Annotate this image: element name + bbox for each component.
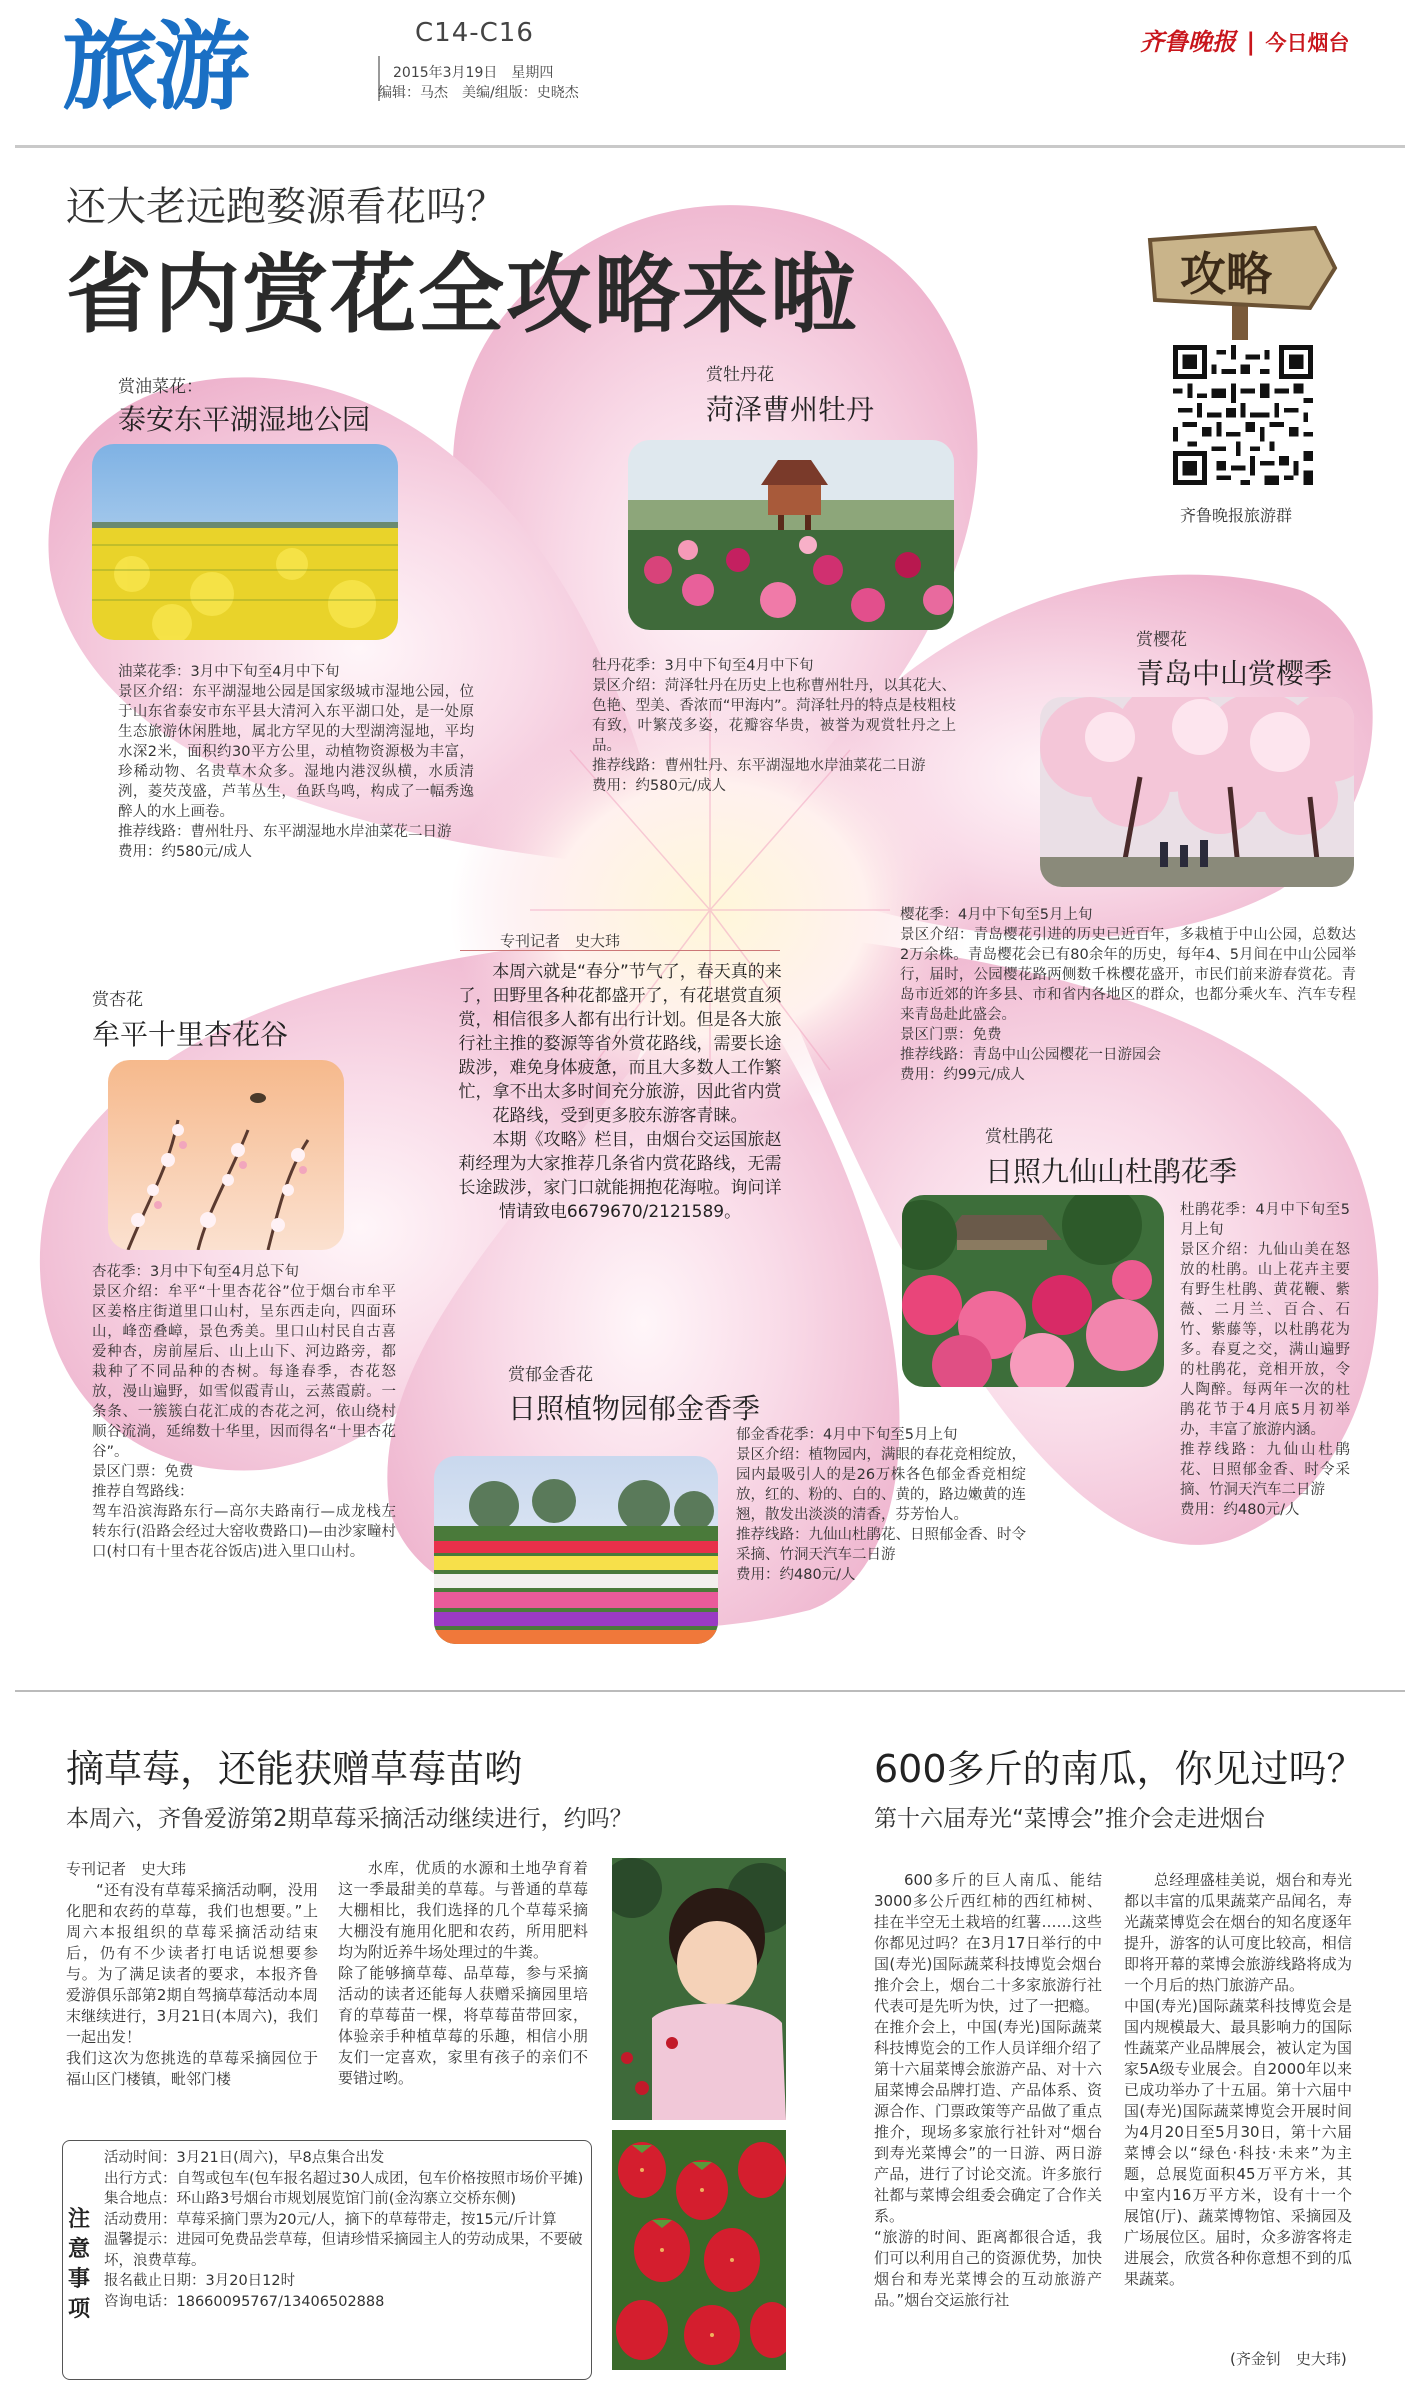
child-photo xyxy=(612,1858,786,2120)
feature-question: 还大老远跑婺源看花吗？ xyxy=(66,184,506,230)
spot-title: 青岛中山赏樱季 xyxy=(1136,657,1333,690)
strawberry-col2: 水库，优质的水源和土地孕育着这一季最甜美的草莓。与普通的草莓大棚相比，我们选择的几个草莓采摘大棚没有施用化肥和农药，所用肥料均为附近养牛场处理过的牛粪。 除了能够摘草莓、品草莓，参与采摘活动的读者还能每人获赠采摘园里培育的草莓苗一棵，将草莓苗带回家，体验亲手种植草莓的乐趣，相信小朋友们一定喜欢，家里有孩子的亲们不要错过哟。 xyxy=(338,1859,588,2087)
divider xyxy=(460,950,780,951)
notice-item: 活动时间：3月21日(周六)，早8点集合出发 xyxy=(104,2150,385,2166)
notice-item: 报名截止日期：3月20日12时 xyxy=(104,2273,296,2289)
tulip-photo xyxy=(434,1456,718,1644)
cherry-blossom-photo xyxy=(1040,697,1354,887)
section-title: 旅游 xyxy=(62,11,246,123)
notice-label: 注意事项 xyxy=(68,2207,91,2322)
spot-label: 赏杜鹃花 xyxy=(985,1127,1053,1147)
notice-item: 咨询电话：18660095767/13406502888 xyxy=(104,2293,385,2310)
qr-label: 齐鲁晚报旅游群 xyxy=(1180,506,1293,525)
brand-sub: 今日烟台 xyxy=(1265,31,1350,55)
notice-item: 集合地点：环山路3号烟台市规划展览馆门前(金沟寨立交桥东侧) xyxy=(104,2191,517,2207)
brand: 齐鲁晚报 | 今日烟台 xyxy=(1140,27,1350,56)
intro-paragraph: 本期《攻略》栏目，由烟台交运国旅赵莉经理为大家推荐几条省内赏花路线，无需长途跋涉，家门口就能拥抱花海啦。询问详情请致电6679670/2121589。 xyxy=(458,1130,782,1222)
strawberry-photo xyxy=(612,2130,786,2370)
qr-code-icon[interactable] xyxy=(1173,345,1313,485)
notice-list xyxy=(104,2148,589,2312)
spot-label: 赏郁金香花 xyxy=(508,1365,593,1385)
azalea-photo xyxy=(902,1195,1164,1387)
notice-item: 活动费用：草莓采摘门票为20元/人，摘下的草莓带走，按15元/斤计算 xyxy=(104,2211,557,2228)
editors: 编辑：马杰 美编/组版：史晓杰 xyxy=(378,85,579,101)
spot-label: 赏樱花 xyxy=(1136,630,1187,650)
pumpkin-title: 600多斤的南瓜，你见过吗？ xyxy=(874,1747,1365,1791)
spot-text: 油菜花季：3月中下旬至4月中下旬 景区介绍：东平湖湿地公园是国家级城市湿地公园，位于山东省泰安市东平县大清河入东平湖口处，是一处原生态旅游休闲胜地，属北方罕见的大型湖湾湿地，平均水深2米，面积约30平方公里，动植物资源极为丰富，珍稀动物、名贵草木众多。湿地内港汊纵横，水质清洌，菱芡茂盛，芦苇丛生，鱼跃鸟鸣，构成了一幅秀逸醉人的水上画卷。 推荐线路：曹州牡丹、东平湖湿地水岸油菜花二日游 费用：约580元/成人 xyxy=(118,664,474,860)
apricot-blossom-photo xyxy=(108,1060,344,1250)
rapeseed-photo xyxy=(92,444,398,640)
section-divider xyxy=(15,1690,1405,1692)
strawberry-title: 摘草莓，还能获赠草莓苗哟 xyxy=(66,1747,523,1791)
feature-title: 省内赏花全攻略来啦 xyxy=(66,245,858,345)
spot-title: 日照九仙山杜鹃花季 xyxy=(985,1155,1238,1188)
feature-reporter: 专刊记者 史大玮 xyxy=(500,932,621,950)
spot-text: 牡丹花季：3月中下旬至4月中下旬 景区介绍：菏泽牡丹在历史上也称曹州牡丹，以其花大、色艳、型美、香浓而“甲海内”。菏泽牡丹的特点是枝粗枝有致，叶繁茂多姿，花瓣容华贵，被誉为观赏牡丹之上品。 推荐线路：曹州牡丹、东平湖湿地水岸油菜花二日游 费用：约580元/成人 xyxy=(592,658,956,794)
intro-paragraph: 本周六就是“春分”节气了，春天真的来了，田野里各种花都盛开了，有花堪赏直须赏，相信很多人都有出行计划。但是各大旅行社主推的婺源等省外赏花路线，需要长途跋涉，难免身体疲惫，而且大多数人工作繁忙，拿不出太多时间充分旅游，因此省内赏花路线，受到更多胶东游客青睐。 xyxy=(458,962,782,1126)
spot-text: 郁金香花季：4月中下旬至5月上旬 景区介绍：植物园内，满眼的春花竞相绽放，园内最吸引人的是26万株各色郁金香竞相绽放，红的、粉的、白的、黄的，路边嫩黄的连翘，散发出淡淡的清香，芬芳怡人。 推荐线路：九仙山杜鹃花、日照郁金香、时令采摘、竹洞天汽车二日游 费用：约480元/人 xyxy=(736,1427,1026,1583)
spot-label: 赏杏花 xyxy=(92,990,143,1010)
spot-text: 杏花季：3月中下旬至4月总下旬 景区介绍：牟平“十里杏花谷”位于烟台市牟平区姜格庄街道里口山村，呈东西走向，四面环山，峰峦叠嶂，景色秀美。里口山村民自古喜爱种杏，房前屋后、山上山下、河边路旁，都栽种了不同品种的杏树。每逢春季，杏花怒放，漫山遍野，如雪似霞青山，云蒸霞蔚。一条条、一簇簇白花汇成的杏花之河，依山绕村顺谷流淌，延绵数十华里，因而得名“十里杏花谷”。 景区门票：免费 推荐自驾路线： 驾车沿滨海路东行—高尔夫路南行—成龙栈左转东行(沿路会经过大窑收费路口)—由沙家疃村口(村口有十里杏花谷饭店)进入里口山村。 xyxy=(92,1264,396,1560)
top-rule xyxy=(15,145,1405,148)
strategy-sign xyxy=(1140,220,1340,340)
notice-item: 温馨提示：进园可免费品尝草莓，但请珍惜采摘园主人的劳动成果，不要破坏，浪费草莓。 xyxy=(104,2232,583,2269)
brand-name: 齐鲁晚报 xyxy=(1140,27,1236,56)
strawberry-reporter: 专刊记者 史大玮 xyxy=(66,1860,187,1878)
pumpkin-subtitle: 第十六届寿光“菜博会”推介会走进烟台 xyxy=(874,1806,1266,1832)
notice-item: 出行方式：自驾或包车(包车报名超过30人成团，包车价格按照市场价平摊) xyxy=(104,2170,584,2187)
spot-title: 泰安东平湖湿地公园 xyxy=(118,403,371,436)
strawberry-subtitle: 本周六，齐鲁爱游第2期草莓采摘活动继续进行，约吗？ xyxy=(66,1806,633,1832)
pumpkin-col1: 600多斤的巨人南瓜、能结3000多公斤西红柿的西红柿树、挂在半空无土栽培的红薯……这些你都见过吗？在3月17日举行的中国(寿光)国际蔬菜科技博览会烟台推介会上，烟台二十多家旅游行社代表可是先听为快，过了一把瘾。 在推介会上，中国(寿光)国际蔬菜科技博览会的工作人员详细介绍了第十六届菜博会旅游产品、对十六届菜博会品牌打造、产品体系、资源合作、门票政策等产品做了重点推介，现场多家旅行社针对“烟台到寿光菜博会”的一日游、两日游产品，进行了讨论交流。许多旅行社都与菜博会组委会确定了合作关系。 “旅游的时间、距离都很合适，我们可以利用自己的资源优势，加快烟台和寿光菜博会的互动旅游产品。”烟台交运旅行社 xyxy=(874,1871,1102,2309)
spot-label: 赏油菜花： xyxy=(118,377,203,397)
spot-title: 日照植物园郁金香季 xyxy=(508,1392,761,1425)
spot-title: 牟平十里杏花谷 xyxy=(92,1018,289,1051)
spot-title: 菏泽曹州牡丹 xyxy=(706,393,875,426)
peony-photo xyxy=(628,440,954,630)
sign-text: 攻略 xyxy=(1180,247,1272,301)
feature-intro xyxy=(455,960,785,1224)
pumpkin-byline: (齐金钊 史大玮) xyxy=(1230,2350,1347,2368)
page-range: C14-C16 xyxy=(415,18,534,48)
pumpkin-col2: 总经理盛桂美说，烟台和寿光都以丰富的瓜果蔬菜产品闻名，寿光蔬菜博览会在烟台的知名度逐年提升，游客的认可度比较高，相信即将开幕的菜博会旅游线路将成为一个月后的热门旅游产品。 中国(寿光)国际蔬菜科技博览会是国内规模最大、最具影响力的国际性蔬菜产业品牌展会，被认定为国家5A级专业展会。自2000年以来已成功举办了十五届。第十六届中国(寿光)国际蔬菜博览会开展时间为4月20日至5月30日，第十六届菜博会以“绿色·科技·未来”为主题，总展览面积45万平方米，其中室内16万平方米，设有十一个展馆(厅)、蔬菜博物馆、采摘园及广场展位区。届时，众多游客将走进展会，欣赏各种你意想不到的瓜果蔬菜。 xyxy=(1124,1871,1352,2288)
strawberry-col1: “还有没有草莓采摘活动啊，没用化肥和农药的草莓，我们也想要。”上周六本报组织的草莓采摘活动结束后，仍有不少读者打电话说想要参与。为了满足读者的要求，本报齐鲁爱游俱乐部第2期自驾摘草莓活动本周末继续进行，3月21日(本周六)，我们一起出发！ 我们这次为您挑选的草莓采摘园位于福山区门楼镇，毗邻门楼 xyxy=(66,1881,318,2088)
spot-text: 杜鹃花季：4月中下旬至5月上旬 景区介绍：九仙山美在怒放的杜鹃。山上花卉主要有野生杜鹃、黄花鞭、紫薇、二月兰、百合、石竹、紫藤等，以杜鹃花为多。春夏之交，满山遍野的杜鹃花，竞相开放，令人陶醉。每两年一次的杜鹃花节于4月底5月初举办，丰富了旅游内涵。 推荐线路：九仙山杜鹃花、日照郁金香、时令采摘、竹洞天汽车二日游 费用：约480元/人 xyxy=(1180,1202,1350,1518)
spot-text: 樱花季：4月中下旬至5月上旬 景区介绍：青岛樱花引进的历史已近百年，多栽植于中山公园，总数达2万余株。青岛樱花会已有80余年的历史，每年4、5月间在中山公园举行，届时，公园樱花路两侧数千株樱花盛开，市民们前来游春赏花。青岛市近郊的许多县、市和省内各地区的群众，也都分乘火车、汽车专程来青岛赴此盛会。 景区门票：免费 推荐线路：青岛中山公园樱花一日游园会 费用：约99元/成人 xyxy=(900,907,1356,1083)
issue-date: 2015年3月19日 星期四 xyxy=(393,65,554,81)
spot-label: 赏牡丹花 xyxy=(706,365,774,385)
